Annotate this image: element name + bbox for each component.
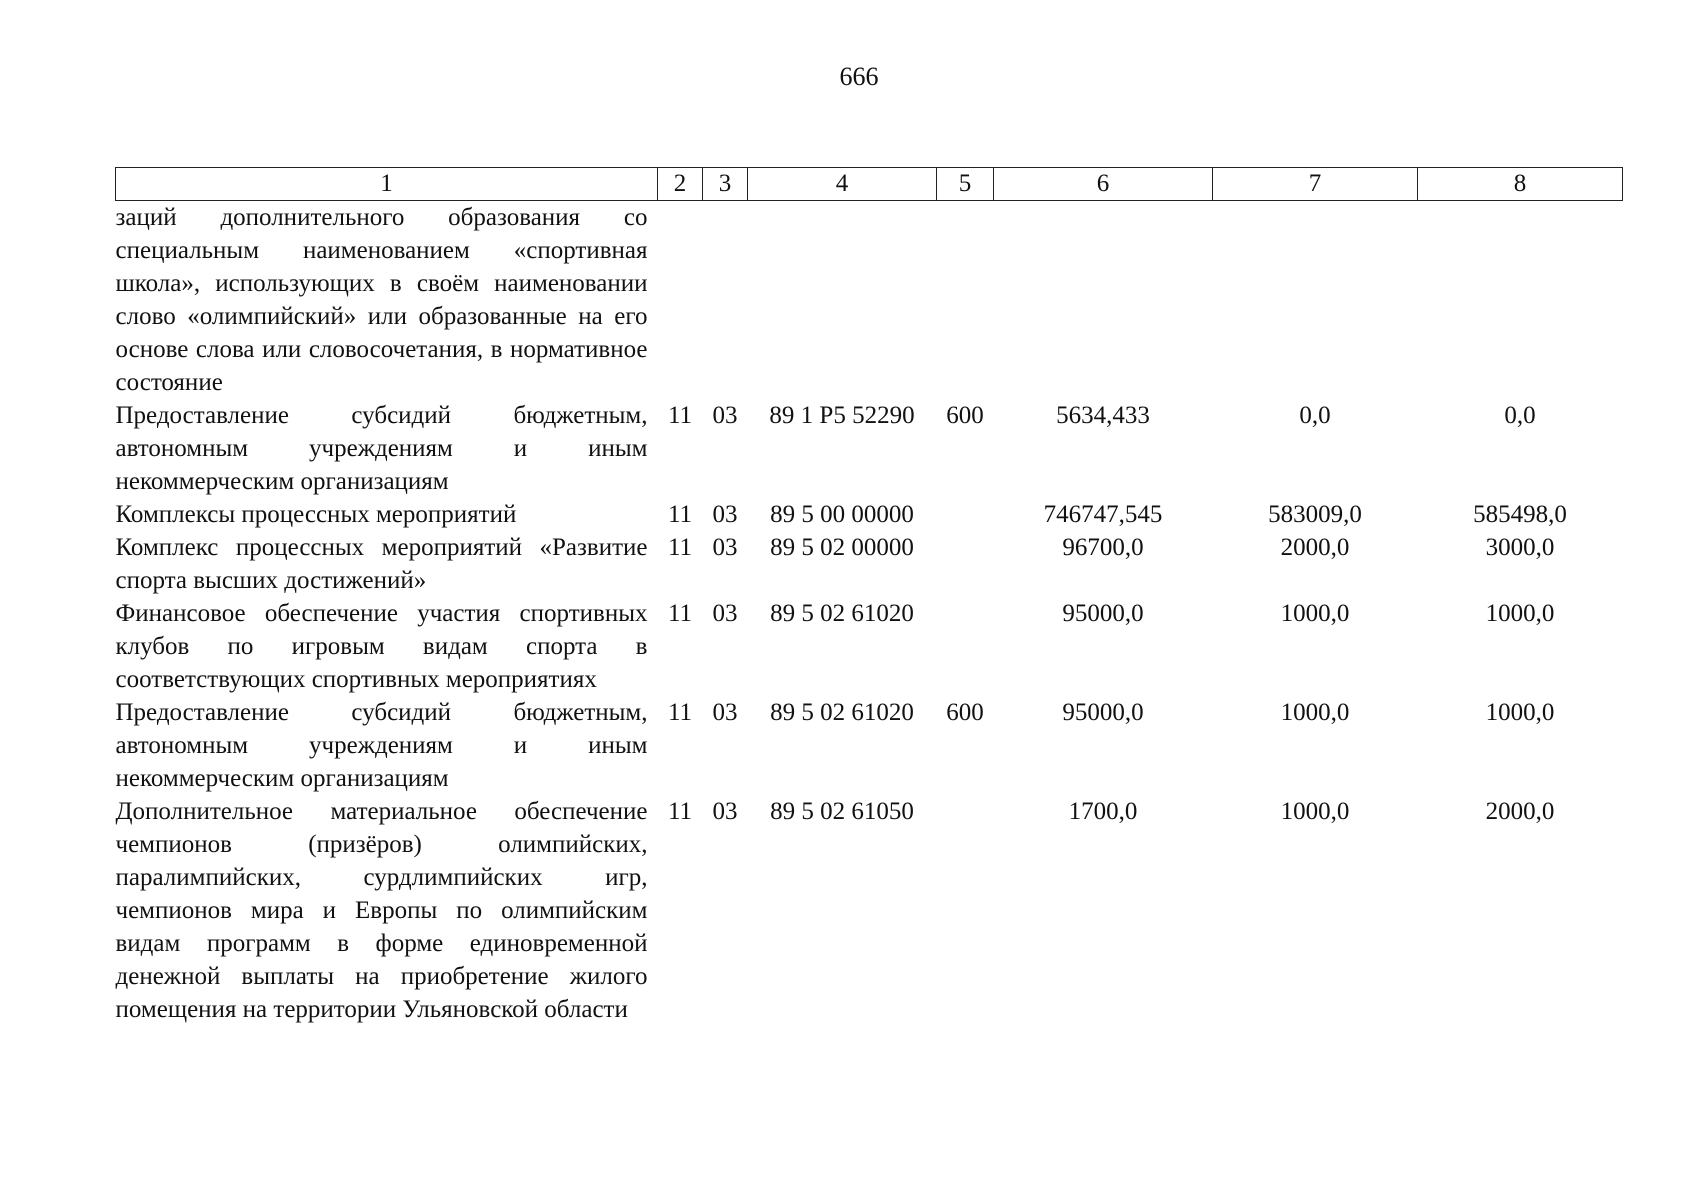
row-value-6: 95000,0	[1062, 600, 1144, 627]
row-name: Финансовое обеспечение участия спортивных клубов по игровым видам спорта в соответствующих спортивных мероприятиях	[115, 600, 648, 693]
row-target-article: 89 1 P5 52290	[769, 402, 915, 429]
table-row	[116, 531, 1623, 597]
row-expense-type: 600	[946, 402, 984, 429]
row-target-article	[748, 201, 937, 400]
header-col-4: 4	[748, 168, 937, 201]
row-value-7: 2000,0	[1280, 534, 1350, 561]
row-value-8: 585498,0	[1473, 501, 1567, 528]
row-subsection	[703, 201, 748, 400]
table-row	[116, 795, 1623, 1026]
row-value-7	[1213, 201, 1418, 400]
row-value-7: 0,0	[1299, 402, 1331, 429]
row-name: Предоставление субсидий бюджетным, автономным учреждениям и иным некоммерческим организациям	[115, 699, 648, 792]
header-col-7: 7	[1213, 168, 1418, 201]
row-value-6: 96700,0	[1062, 534, 1144, 561]
row-expense-type	[937, 201, 994, 400]
row-value-7: 1000,0	[1280, 699, 1350, 726]
header-col-2: 2	[658, 168, 703, 201]
header-row	[116, 168, 1623, 201]
row-value-6: 1700,0	[1068, 798, 1138, 825]
row-subsection: 03	[712, 402, 738, 429]
table-row	[116, 696, 1623, 795]
row-name: заций дополнительного образования со специальным наименованием «спортивная школа», использующих в своём наименовании слово «олимпийский» или образованные на его основе слова или словосочетания, в нормативное состояние	[115, 204, 648, 396]
row-subsection: 03	[712, 699, 738, 726]
row-value-7: 1000,0	[1280, 798, 1350, 825]
row-target-article: 89 5 00 00000	[770, 501, 914, 528]
row-subsection: 03	[712, 534, 738, 561]
row-value-6	[994, 201, 1213, 400]
table-row	[116, 498, 1623, 531]
row-section: 11	[667, 798, 693, 825]
table-row	[116, 399, 1623, 498]
row-section: 11	[667, 534, 693, 561]
row-expense-type	[937, 531, 994, 597]
row-value-6: 746747,545	[1043, 501, 1163, 528]
row-section: 11	[667, 402, 693, 429]
row-value-7: 1000,0	[1280, 600, 1350, 627]
page-number: 666	[839, 62, 879, 91]
row-value-6: 95000,0	[1062, 699, 1144, 726]
table-row	[116, 597, 1623, 696]
row-value-8: 3000,0	[1485, 534, 1555, 561]
row-target-article: 89 5 02 61050	[770, 798, 914, 825]
header-col-8: 8	[1418, 168, 1623, 201]
table-row	[116, 201, 1623, 400]
row-name: Комплекс процессных мероприятий «Развитие спорта высших достижений»	[115, 534, 648, 594]
header-col-1: 1	[116, 168, 658, 201]
row-section	[658, 201, 703, 400]
row-value-7: 583009,0	[1268, 501, 1362, 528]
row-subsection: 03	[712, 600, 738, 627]
row-section: 11	[667, 600, 693, 627]
header-col-3: 3	[703, 168, 748, 201]
header-col-6: 6	[994, 168, 1213, 201]
row-value-8: 0,0	[1504, 402, 1536, 429]
row-name: Предоставление субсидий бюджетным, автономным учреждениям и иным некоммерческим организациям	[115, 402, 648, 495]
row-section: 11	[667, 501, 693, 528]
row-section: 11	[667, 699, 693, 726]
row-target-article: 89 5 02 61020	[770, 699, 914, 726]
row-value-8: 1000,0	[1485, 600, 1555, 627]
header-col-5: 5	[937, 168, 994, 201]
row-value-8: 2000,0	[1485, 798, 1555, 825]
row-subsection: 03	[712, 798, 738, 825]
row-target-article: 89 5 02 61020	[770, 600, 914, 627]
row-expense-type: 600	[946, 699, 984, 726]
budget-table	[115, 167, 1623, 1026]
row-expense-type	[937, 597, 994, 696]
row-target-article: 89 5 02 00000	[770, 534, 914, 561]
row-value-8: 1000,0	[1485, 699, 1555, 726]
row-expense-type	[937, 498, 994, 531]
row-value-6: 5634,433	[1056, 402, 1150, 429]
row-name: Дополнительное материальное обеспечение чемпионов (призёров) олимпийских, паралимпийских, сурдлимпийских игр, чемпионов мира и Европы по олимпийским видам программ в форме единовременной денежной выплаты на приобретение жилого помещения на территории Ульяновской области	[115, 798, 648, 1023]
row-subsection: 03	[712, 501, 738, 528]
row-name: Комплексы процессных мероприятий	[115, 501, 517, 528]
row-value-8	[1418, 201, 1623, 400]
row-expense-type	[937, 795, 994, 1026]
